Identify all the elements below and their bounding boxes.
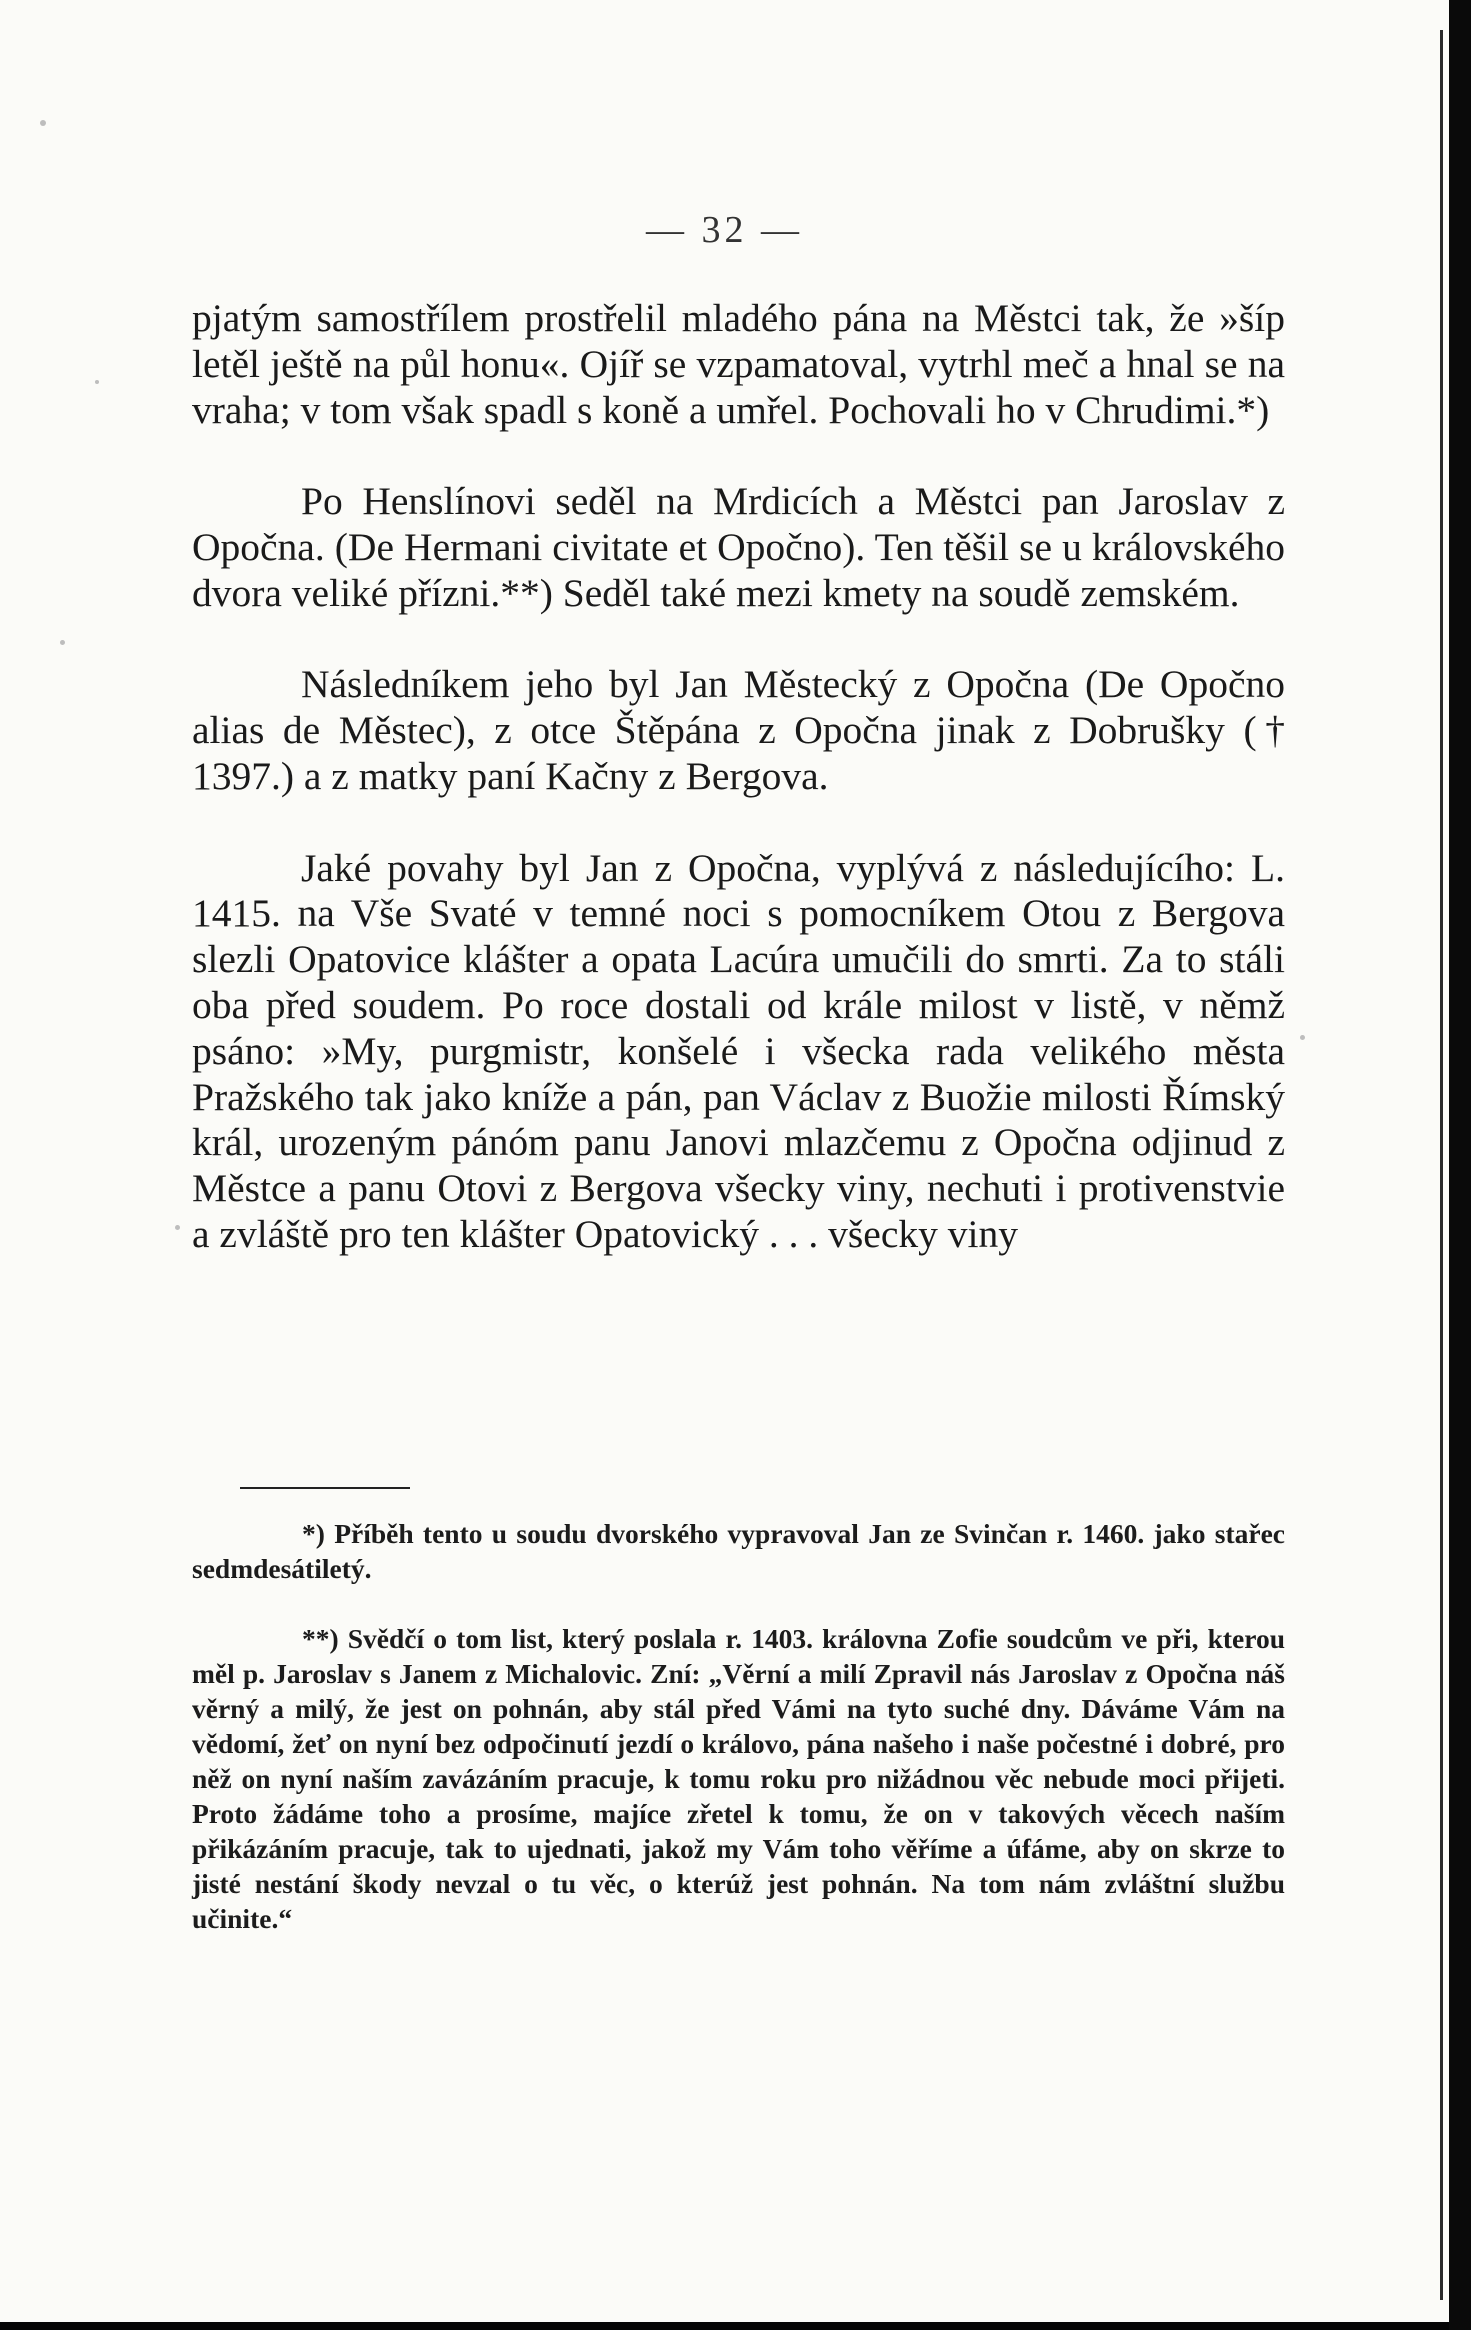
paper-speck: [40, 120, 46, 126]
paper-speck: [175, 1225, 180, 1230]
paragraph: Po Henslínovi seděl na Mrdicích a Městci pan Jaroslav z Opočna. (De Hermani civitate et Opočno). Ten těšil se u královského dvora veliké přízni.**) Seděl také mezi kmety na soudě zemském.: [192, 479, 1285, 615]
paper-speck: [95, 380, 99, 384]
footnote-separator: [240, 1487, 410, 1489]
footnotes: [192, 1516, 1285, 1936]
footnote: *) Příběh tento u soudu dvorského vypravoval Jan ze Svinčan r. 1460. jako stařec sedmdesátiletý.: [192, 1518, 1285, 1584]
paragraph: Jaké povahy byl Jan z Opočna, vyplývá z následujícího: L. 1415. na Vše Svaté v temné noci s pomocníkem Otou z Bergova slezli Opatovice klášter a opata Lacúra umučili do smrti. Za to stáli oba před soudem. Po roce dostali od krále milost v listě, v němž psáno: »My, purgmistr, konšelé i všecka rada velikého města Pražského tak jako kníže a pán, pan Václav z Buožie milosti Římský král, urozeným pánóm panu Janovi mlazčemu z Opočna odjinud z Městce a panu Otovi z Bergova všecky viny, nechuti i protivenstvie a zvláště pro ten klášter Opatovický . . . všecky viny: [192, 845, 1285, 1256]
main-text: [192, 296, 1285, 1258]
page-edge-line: [1440, 30, 1443, 2300]
paper-speck: [1300, 1035, 1305, 1040]
paper-speck: [60, 640, 65, 645]
paragraph: pjatým samostřílem prostřelil mladého pána na Městci tak, že »šíp letěl ještě na půl honu«. Ojíř se vzpamatoval, vytrhl meč a hnal se na vraha; v tom však spadl s koně a umřel. Pochovali ho v Chrudimi.*): [192, 296, 1285, 432]
scan-border: [1449, 0, 1471, 2330]
paragraph: Následníkem jeho byl Jan Městecký z Opočna (De Opočno alias de Městec), z otce Štěpána z Opočna jinak z Dobrušky († 1397.) a z matky paní Kačny z Bergova.: [192, 662, 1285, 798]
page-number: — 32 —: [646, 209, 803, 251]
footnote: **) Svědčí o tom list, který poslala r. 1403. královna Zofie soudcům ve při, kterou měl p. Jaroslav s Janem z Michalovic. Zní: „Věrní a milí Zpravil nás Jaroslav z Opočna náš věrný a milý, že jest on pohnán, aby stál před Vámi na tyto suché dny. Dáváme Vám na vědomí, žeť on nyní bez odpočinutí jezdí o královo, pána našeho i naše počestné i dobré, pro něž on nyní naším zavázáním pracuje, k tomu roku pro nižádnou věc nebude moci přijeti. Proto žádáme toho a prosíme, majíce zřetel k tomu, že on v takových věcech naším přikázáním pracuje, tak to ujednati, jakož my Vám toho věříme a úfáme, aby on skrze to jisté nestání škody nevzal o tu věc, o kterúž jest pohnán. Na tom nám zvláštní službu učinite.“: [192, 1623, 1285, 1934]
